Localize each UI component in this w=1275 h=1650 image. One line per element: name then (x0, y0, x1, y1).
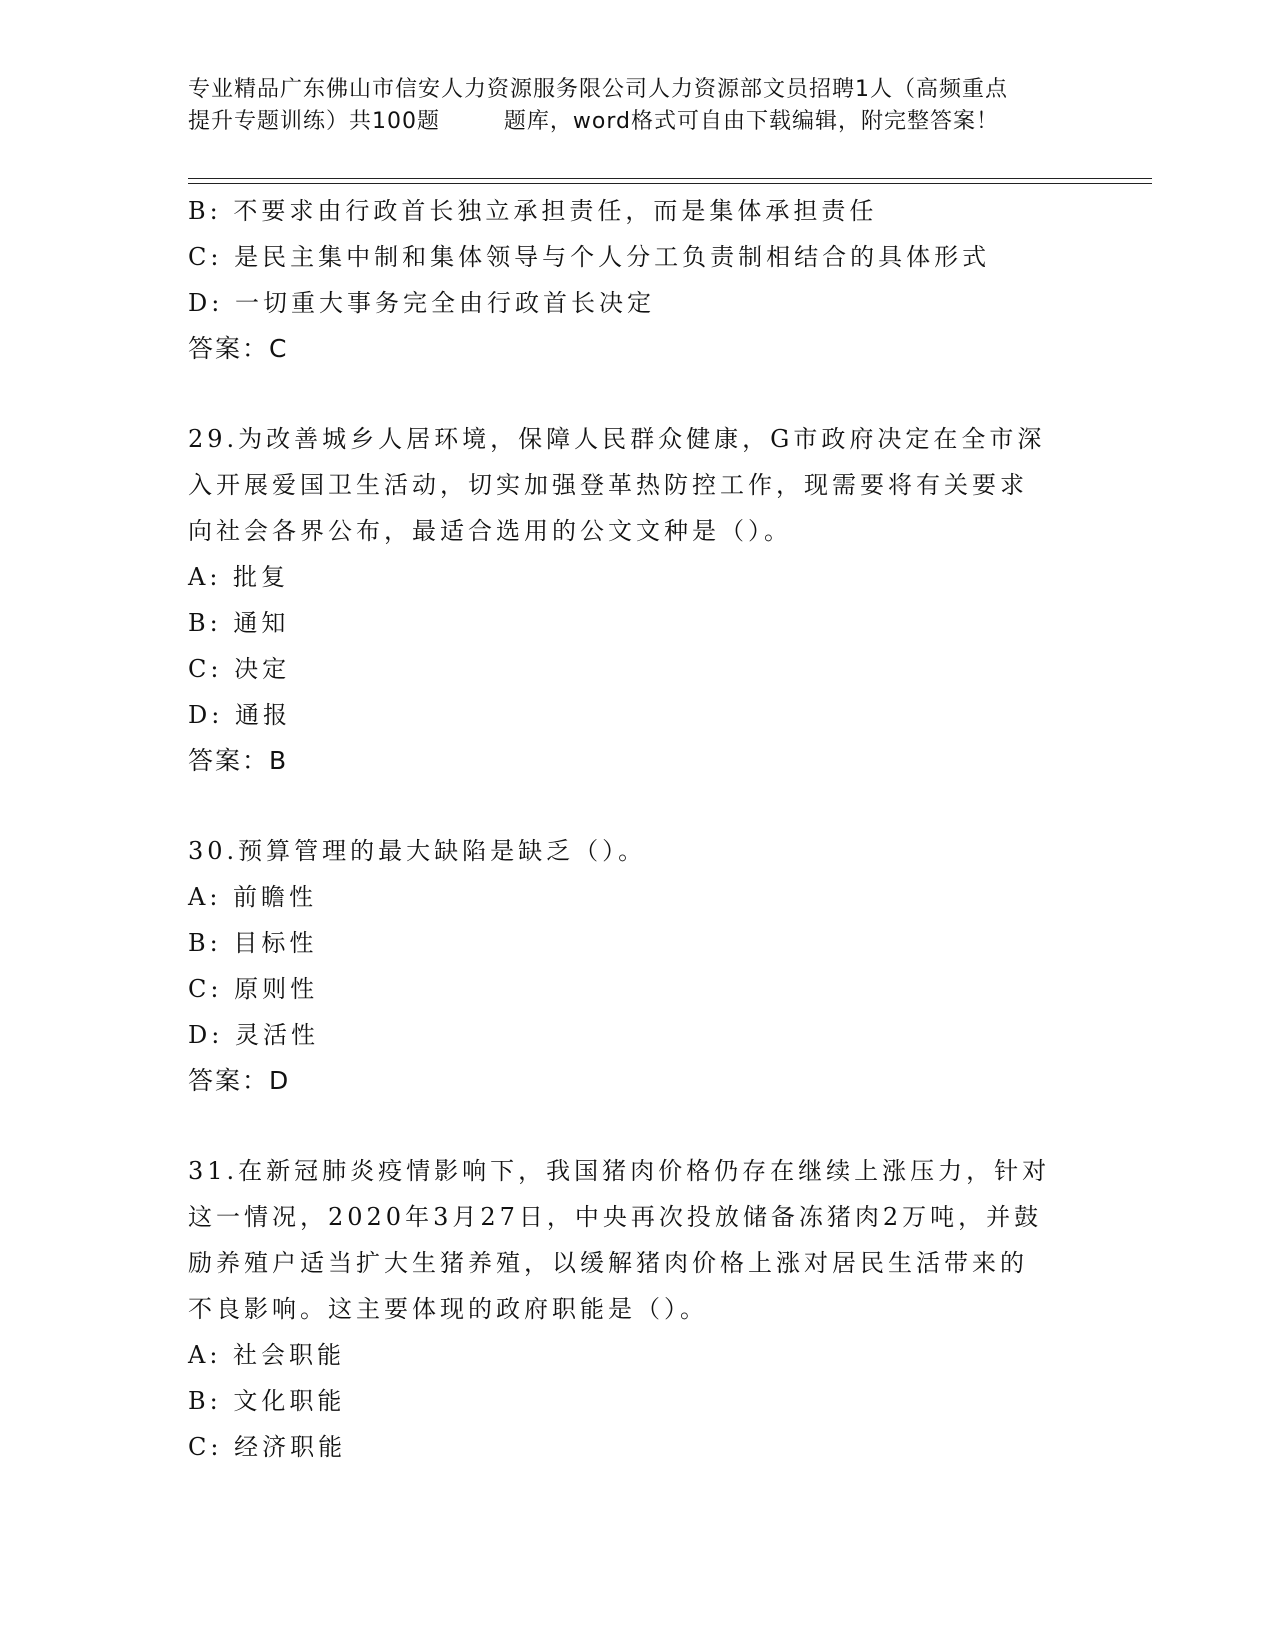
answer: 答案：C (188, 334, 289, 363)
option-a: A: 批复 (188, 563, 290, 591)
header-divider-bottom (188, 183, 1152, 184)
option-c: C: 经济职能 (188, 1433, 347, 1461)
document-header (188, 74, 1088, 138)
option-d: D: 灵活性 (188, 1021, 319, 1049)
answer: 答案：D (188, 1066, 291, 1095)
question-stem-line: 向社会各界公布，最适合选用的公文文种是（）。 (188, 517, 792, 545)
option-c: C: 原则性 (188, 975, 319, 1003)
header-title-line-2: 提升专题训练）共100题 题库，word格式可自由下载编辑，附完整答案！ (188, 109, 1000, 134)
question-29 (188, 416, 1088, 784)
question-stem-line: 30.预算管理的最大缺陷是缺乏（）。 (188, 837, 647, 865)
question-stem-line: 29.为改善城乡人居环境，保障人民群众健康，G市政府决定在全市深 (188, 425, 1046, 453)
question-30 (188, 828, 1088, 1104)
option-a: A: 前瞻性 (188, 883, 318, 911)
option-d: D: 一切重大事务完全由行政首长决定 (188, 289, 655, 317)
option-b: B: 不要求由行政首长独立承担责任，而是集体承担责任 (188, 197, 878, 225)
question-stem-line: 入开展爱国卫生活动，切实加强登革热防控工作，现需要将有关要求 (188, 471, 1028, 499)
question-stem-line: 励养殖户适当扩大生猪养殖，以缓解猪肉价格上涨对居民生活带来的 (188, 1249, 1028, 1277)
question-stem-line: 不良影响。这主要体现的政府职能是（）。 (188, 1295, 708, 1323)
option-b: B: 通知 (188, 609, 290, 637)
header-title-line-1: 专业精品广东佛山市信安人力资源服务限公司人力资源部文员招聘1人（高频重点 (188, 77, 1008, 102)
option-d: D: 通报 (188, 701, 291, 729)
question-list (188, 188, 1088, 1470)
option-c: C: 决定 (188, 655, 291, 683)
header-divider-top (188, 178, 1152, 179)
option-b: B: 目标性 (188, 929, 318, 957)
question-31 (188, 1148, 1088, 1470)
question-28-continued (188, 188, 1088, 372)
question-stem-line: 这一情况，2020年3月27日，中央再次投放储备冻猪肉2万吨，并鼓 (188, 1203, 1043, 1231)
question-stem-line: 31.在新冠肺炎疫情影响下，我国猪肉价格仍存在继续上涨压力，针对 (188, 1157, 1051, 1185)
answer: 答案：B (188, 746, 289, 775)
option-a: A: 社会职能 (188, 1341, 346, 1369)
option-c: C: 是民主集中制和集体领导与个人分工负责制相结合的具体形式 (188, 243, 991, 271)
option-b: B: 文化职能 (188, 1387, 346, 1415)
